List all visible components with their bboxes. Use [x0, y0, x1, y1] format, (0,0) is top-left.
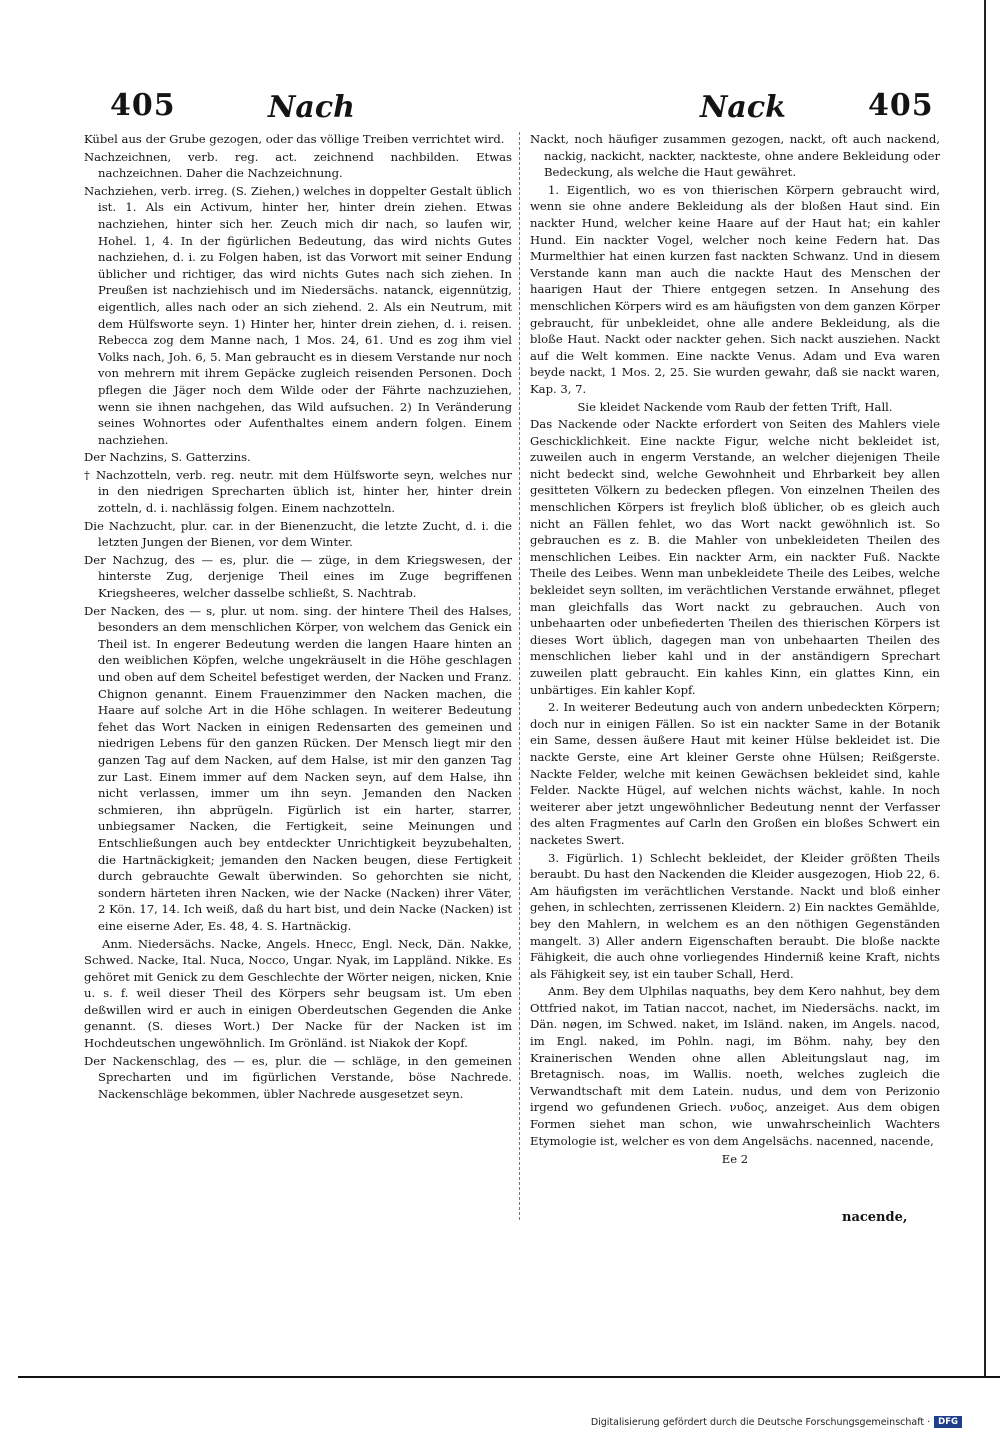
entry-continuation: Kübel aus der Grube gezogen, oder das völlige Treiben verrichtet wird. [84, 132, 505, 146]
running-head-left: Nach [268, 90, 355, 125]
entry-nackt: Nackt, noch häufiger zusammen gezogen, nackt, oft auch nackend, nackig, nackicht, nackter, nackteste, ohne andere Bekleidung oder Bedeckung, als welche die Haut gewähret. [530, 132, 940, 180]
entry-nacken-annotation: Anm. Niedersächs. Nacke, Angels. Hnecc, Engl. Neck, Dän. Nakke, Schwed. Nacke, Ital. Nuca, Nocco, Ungar. Nyak, im Lappländ. Nikke. Es gehöret mit Genick zu dem Geschlechte der Wörter neigen, nicken, Knie u. s. f. weil dieser Theil des Körpers sehr beugsam ist. Um eben deßwillen wird er auch in einigen Oberdeutschen Gegenden die Anke genannt. (S. dieses Wort.) Der Nacke für der Nacken ist im Hochdeutschen ungewöhnlich. Im Grönländ. ist Niakok der Kopf. [84, 936, 512, 1051]
digitization-footer [591, 1416, 962, 1428]
signature-mark: Ee 2 [721, 1152, 749, 1167]
entry-nackt-sense-1-cont: Das Nackende oder Nackte erfordert von Seiten des Mahlers viele Geschicklichkeit. Eine nackte Figur, welche nicht bekleidet ist, zuweilen auch in engerm Verstande, an welcher diejenigen Theile nicht bedeckt sind, welche Gewohnheit und Ehrbarkeit bey allen gesitteten Völkern zu bedecken pflegen. Von einzelnen Theilen des menschlichen Körpers ist freylich bloß üblicher, ob es gleich auch nicht an Fällen fehlet, wo das Wort nackt gewöhnlich ist. So gebrauchen es z. B. die Mahler von unbekleideten Theilen des menschlichen Leibes. Ein nackter Arm, ein nackter Fuß. Nackte Theile des Leibes. Wenn man unbekleidete Theile des Leibes, welche bekleidet seyn sollten, im verächtlichen Verstande erwähnet, pfleget man gleichfalls das Wort nackt zu gebrauchen. Auch von unbehaarten oder unbefiederten Theilen des thierischen Körpers ist dieses Wort üblich, dagegen man von unbehaarten Theilen des menschlichen lieber kahl und in der anständigern Sprechart zuweilen platt gebraucht. Ein kahles Kinn, ein glattes Kinn, ein unbärtiges. Ein kahler Kopf. [530, 417, 940, 697]
entry-nachzug: Der Nachzug, des — es, plur. die — züge, in dem Kriegswesen, der hinterste Zug, derjenige Theil eines im Zuge begriffenen Kriegsheeres, welcher dasselbe schließt, S. Nachtrab. [84, 552, 512, 601]
scan-edge-bottom [18, 1376, 1000, 1378]
entry-nachzotteln: † Nachzotteln, verb. reg. neutr. mit dem Hülfsworte seyn, welches nur in den niedrigen Sprecharten üblich ist, hinter her, hinter drein zotteln, d. i. nachlässig folgen. Einem nachzotteln. [84, 467, 512, 516]
quotation-line: Sie kleidet Nackende vom Raub der fetten Trift, Hall. [577, 399, 893, 414]
entry-nachzeichnen: Nachzeichnen, verb. reg. act. zeichnend nachbilden. Etwas nachzeichnen. Daher die Nachzeichnung. [84, 149, 512, 181]
left-column [84, 131, 512, 1103]
entry-nackt-sense-2: 2. In weiterer Bedeutung auch von andern unbedeckten Körpern; doch nur in einigen Fällen. So ist ein nackter Same in der Botanik ein Same, dessen äußere Haut mit keiner Hülse bekleidet ist. Die nackte Gerste, eine Art kleiner Gerste ohne Hülsen; Reißgerste. Nackte Felder, welche mit keinen Gewächsen bekleidet sind, kahle Felder. Nackte Hügel, auf welchen nichts wächst, kahle. In noch weiterer aber jetzt ungewöhnlicher Bedeutung nennt der Verfasser des alten Fragmentes auf Carln den Großen ein bloßes Schwert ein nacketes Swert. [530, 700, 940, 847]
running-head-right: Nack [700, 90, 786, 125]
entry-nacken: Der Nacken, des — s, plur. ut nom. sing. der hintere Theil des Halses, besonders an dem menschlichen Körper, von welchem das Genick ein Theil ist. In engerer Bedeutung werden die langen Haare hinten an den weiblichen Köpfen, welche ungekräuselt in die Höhe geschlagen und oben auf dem Scheitel befestiget werden, der Nacken und Franz. Chignon genannt. Einem Frauenzimmer den Nacken machen, die Haare auf solche Art in die Höhe schlagen. In weiterer Bedeutung fehet das Wort Nacken in einigen Redensarten des gemeinen und niedrigen Lebens für den ganzen Rücken. Der Mensch liegt mir den ganzen Tag auf dem Nacken, auf dem Halse, ist mir den ganzen Tag zur Last. Einem immer auf dem Nacken seyn, auf dem Halse, ihn nicht verlassen, immer um ihn seyn. Jemanden den Nacken schmieren, ihn abprügeln. Figürlich ist ein harter, starrer, unbiegsamer Nacken, die Fertigkeit, seine Meinungen und Entschließungen auch bey entdeckter Unrichtigkeit beyzubehalten, die Hartnäckigkeit; jemanden den Nacken beugen, diese Fertigkeit durch gebrauchte Gewalt überwinden. So gehorchten sie nicht, sondern härteten ihren Nacken, wie der Nacke (Nacken) ihrer Väter, 2 Kön. 17, 14. Ich weiß, daß du hart bist, und dein Nacke (Nacken) ist eine eiserne Ader, Es. 48, 4. S. Hartnäckig. [84, 603, 512, 933]
entry-nackt-sense-1: 1. Eigentlich, wo es von thierischen Körpern gebraucht wird, wenn sie ohne andere Bekleidung als der bloßen Haut sind. Ein nackter Hund, welcher keine Haare auf der Haut hat; ein kahler Hund. Ein nackter Vogel, welcher noch keine Federn hat. Das Murmelthier hat einen kurzen fast nackten Schwanz. Und in diesem Verstande kann man auch die nackte Haut des Menschen der haarigen Haut der Thiere entgegen setzen. In Ansehung des menschlichen Körpers wird es am häufigsten von dem ganzen Körper gebraucht, für unbekleidet, ohne alle andere Bekleidung, als die bloße Haut. Nackt oder nackter gehen. Sich nackt ausziehen. Nackt auf die Welt kommen. Eine nackte Venus. Adam und Eva waren beyde nackt, 1 Mos. 2, 25. Sie wurden gewahr, daß sie nackt waren, Kap. 3, 7. [530, 182, 940, 396]
catchword: nacende, [842, 1210, 908, 1225]
entry-nackt-sense-3: 3. Figürlich. 1) Schlecht bekleidet, der Kleider größten Theils beraubt. Du hast den Nackenden die Kleider ausgezogen, Hiob 22, 6. Am häufigsten im verächtlichen Verstande. Nackt und bloß einher gehen, in schlechten, zerrissenen Kleidern. 2) Ein nacktes Gemählde, bey den Mahlern, in welchem es an den nöthigen Gegenständen mangelt. 3) Aller andern Eigenschaften beraubt. Die bloße nackte Fähigkeit, die auch ohne vorliegendes Hinderniß keine Kraft, nichts als Fähigkeit sey, ist ein tauber Schall, Herd. [530, 850, 940, 981]
page-number-right: 405 [868, 88, 934, 123]
page-number-left: 405 [110, 88, 176, 123]
column-divider [519, 132, 520, 1220]
dfg-logo: DFG [934, 1416, 962, 1428]
right-column [530, 131, 940, 1169]
entry-nachzins: Der Nachzins, S. Gatterzins. [84, 450, 251, 465]
footer-text: Digitalisierung gefördert durch die Deutsche Forschungsgemeinschaft · [590, 1416, 931, 1428]
entry-nachzucht: Die Nachzucht, plur. car. in der Bienenzucht, die letzte Zucht, d. i. die letzten Jungen der Bienen, vor dem Winter. [84, 518, 512, 550]
entry-nachziehen: Nachziehen, verb. irreg. (S. Ziehen,) welches in doppelter Gestalt üblich ist. 1. Als ein Activum, hinter her, hinter drein ziehen. Etwas nachziehen, hinter sich her. Zeuch mich dir nach, so laufen wir, Hohel. 1, 4. In der figürlichen Bedeutung, das wird nichts Gutes nachziehen, d. i. zu Folgen haben, ist das Vorwort mit seiner Endung üblicher und richtiger, das wird nichts Gutes nach sich ziehen. In Preußen ist nachziehisch und im Niedersächs. natanck, eigennützig, eigentlich, alles nach oder an sich ziehend. 2. Als ein Neutrum, mit dem Hülfsworte seyn. 1) Hinter her, hinter drein ziehen, d. i. reisen. Rebecca zog dem Manne nach, 1 Mos. 24, 61. Und es zog ihm viel Volks nach, Joh. 6, 5. Man gebraucht es in diesem Verstande nur noch von mehrern mit ihrem Gepäcke zugleich reisenden Personen. Doch pflegen die Jäger noch dem Wilde oder der Fährte nachzuziehen, wenn sie ihnen nachgehen, das Wild aufsuchen. 2) In Veränderung seines Wohnortes oder Aufenthaltes einem andern folgen. Einem nachziehen. [84, 183, 512, 447]
scan-edge-right [984, 0, 986, 1378]
entry-nackenschlag: Der Nackenschlag, des — es, plur. die — schläge, in den gemeinen Sprecharten und im figürlichen Verstande, böse Nachrede. Nackenschläge bekommen, übler Nachrede ausgesetzet seyn. [84, 1053, 512, 1101]
entry-nackt-annotation: Anm. Bey dem Ulphilas naquaths, bey dem Kero nahhut, bey dem Ottfried nakot, im Tatian naccot, nachet, im Niedersächs. nackt, im Dän. nøgen, im Schwed. naket, im Isländ. naken, im Angels. nacod, im Engl. naked, im Pohln. nagi, im Böhm. nahy, bey den Krainerischen Wenden ohne allen Ableitungslaut nag, im Bretagnisch. noas, im Wallis. noeth, welches zugleich die Verwandtschaft mit dem Latein. nudus, und dem von Perizonio irgend wo gefundenen Griech. νυδος, anzeiget. Aus dem obigen Formen siehet man schon, wie unwahrscheinlich Wachters Etymologie ist, welcher es von dem Angelsächs. nacenned, nacende, [530, 984, 940, 1148]
